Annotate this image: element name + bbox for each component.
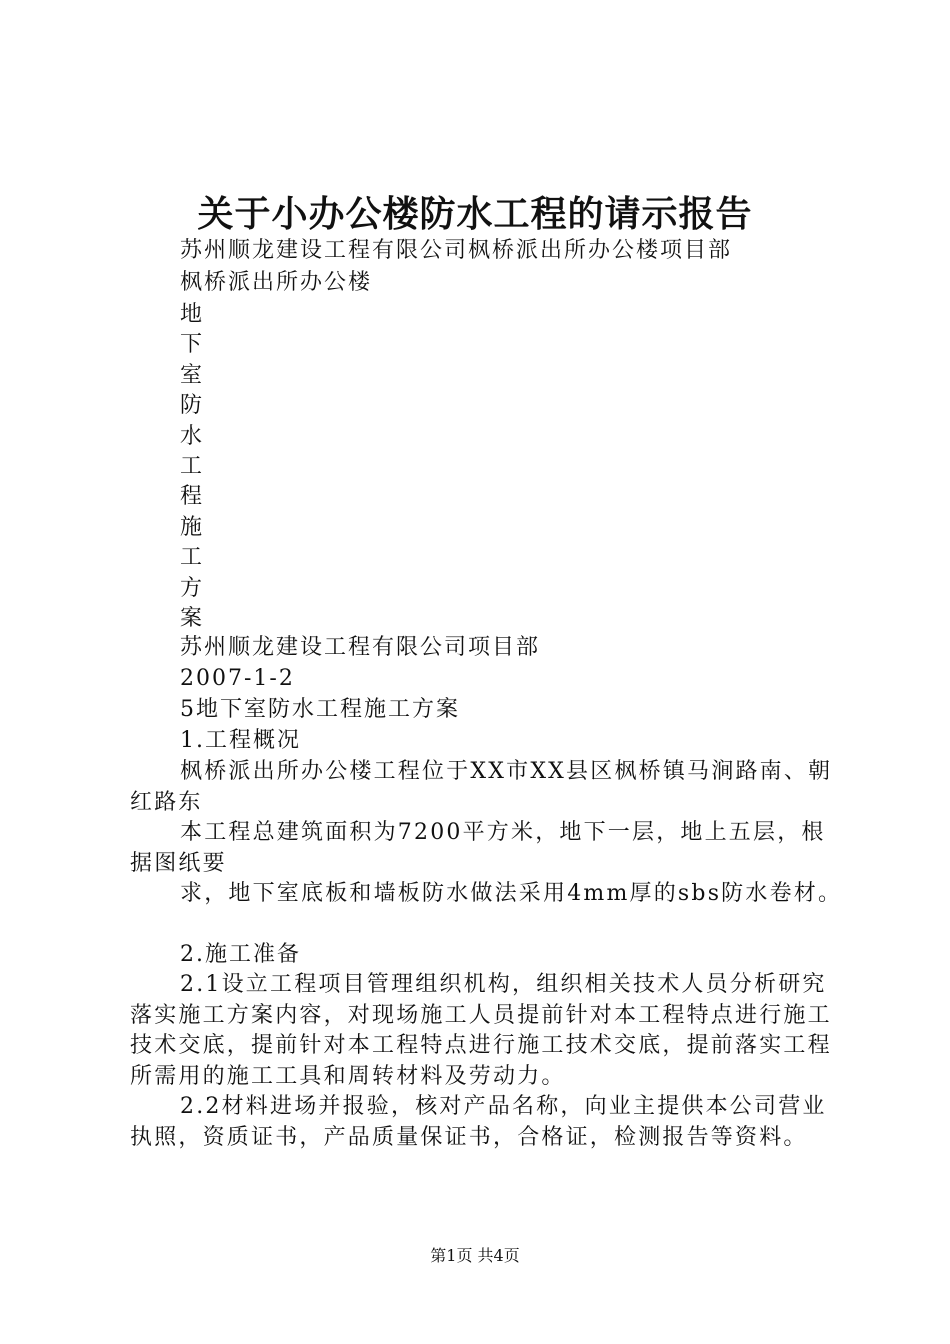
paragraph-materials-check: 2.2材料进场并报验，核对产品名称，向业主提供本公司营业执照，资质证书，产品质量保证书，合格证，检测报告等资料。: [130, 1094, 827, 1150]
vertical-char: 案: [180, 606, 203, 632]
vertical-char: 室: [180, 362, 203, 388]
page-footer: 第1页 共4页: [430, 1246, 520, 1265]
paragraph-material: 求，地下室底板和墙板防水做法采用4mm厚的sbs防水卷材。: [180, 881, 843, 906]
paragraph-area: 本工程总建筑面积为7200平方米，地下一层，地上五层，根据图纸要: [130, 820, 826, 876]
vertical-char: 水: [180, 423, 203, 449]
heading-overview: 1.工程概况: [180, 728, 301, 753]
vertical-char: 下: [180, 332, 203, 358]
vertical-char: 方: [180, 575, 203, 601]
heading-preparation: 2.施工准备: [180, 942, 301, 967]
vertical-title: [180, 300, 210, 634]
building-line: 枫桥派出所办公楼: [180, 270, 373, 295]
document-title: 关于小办公楼防水工程的请示报告: [197, 193, 753, 235]
vertical-char: 工: [180, 545, 203, 571]
company-dept-line: 苏州顺龙建设工程有限公司枫桥派出所办公楼项目部: [180, 238, 733, 263]
company-short-line: 苏州顺龙建设工程有限公司项目部: [180, 635, 541, 660]
paragraph-organization: 2.1设立工程项目管理组织机构，组织相关技术人员分析研究落实施工方案内容，对现场施工人员提前针对本工程特点进行施工技术交底，提前针对本工程特点进行施工技术交底，提前落实工程所需用的施工工具和周转材料及劳动力。: [130, 972, 832, 1089]
vertical-char: 程: [180, 484, 203, 510]
vertical-char: 工: [180, 454, 203, 480]
date-line: 2007-1-2: [180, 666, 295, 691]
vertical-char: 施: [180, 514, 203, 540]
vertical-char: 防: [180, 393, 203, 419]
paragraph-overview: 枫桥派出所办公楼工程位于XX市XX县区枫桥镇马涧路南、朝红路东: [130, 759, 833, 815]
section-title: 5地下室防水工程施工方案: [180, 697, 460, 722]
vertical-char: 地: [180, 302, 203, 327]
